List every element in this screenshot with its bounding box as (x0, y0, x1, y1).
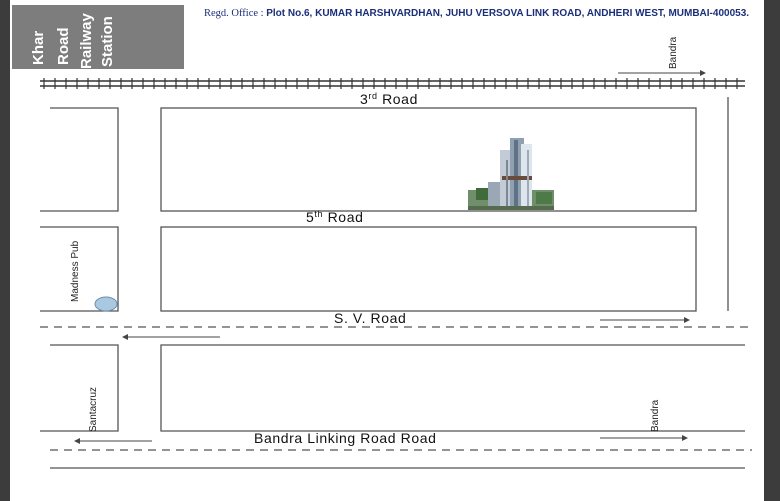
santacruz-label: Santacruz (88, 386, 99, 432)
station-line-3: Railway (78, 13, 95, 69)
building-icon (468, 138, 554, 210)
linking-right-arrowhead (682, 435, 688, 441)
sv-left-arrowhead (122, 334, 128, 340)
block-left-bottom (40, 345, 118, 431)
block-between-third-fifth (161, 108, 696, 211)
station-line-2: Road (55, 27, 72, 65)
bandra-top-label: Bandra (668, 36, 679, 69)
station-line-4: Station (99, 16, 116, 67)
address-prefix: Regd. Office : (204, 8, 267, 19)
bandra-top-arrowhead (700, 70, 706, 76)
railway-track (40, 78, 745, 89)
linking-left-arrowhead (74, 438, 80, 444)
madness-pub-label: Madness Pub (70, 240, 81, 302)
address-text: Plot No.6, KUMAR HARSHVARDHAN, JUHU VERSOVA LINK ROAD, ANDHERI WEST, MUMBAI-400053. (266, 8, 750, 19)
bandra-bottom-label: Bandra (650, 399, 661, 432)
linking-road-label: Bandra Linking Road Road (254, 430, 437, 446)
third-road-label: 3rd Road (360, 91, 418, 107)
block-left-top (40, 108, 118, 211)
sv-road-arrowhead (684, 317, 690, 323)
station-line-1: Khar (30, 30, 47, 65)
madness-pub-marker (95, 297, 117, 311)
fifth-road-label: 5th Road (306, 209, 364, 225)
sv-road-label: S. V. Road (334, 310, 407, 326)
railway-ties (44, 78, 737, 89)
block-between-fifth-sv (161, 227, 696, 311)
